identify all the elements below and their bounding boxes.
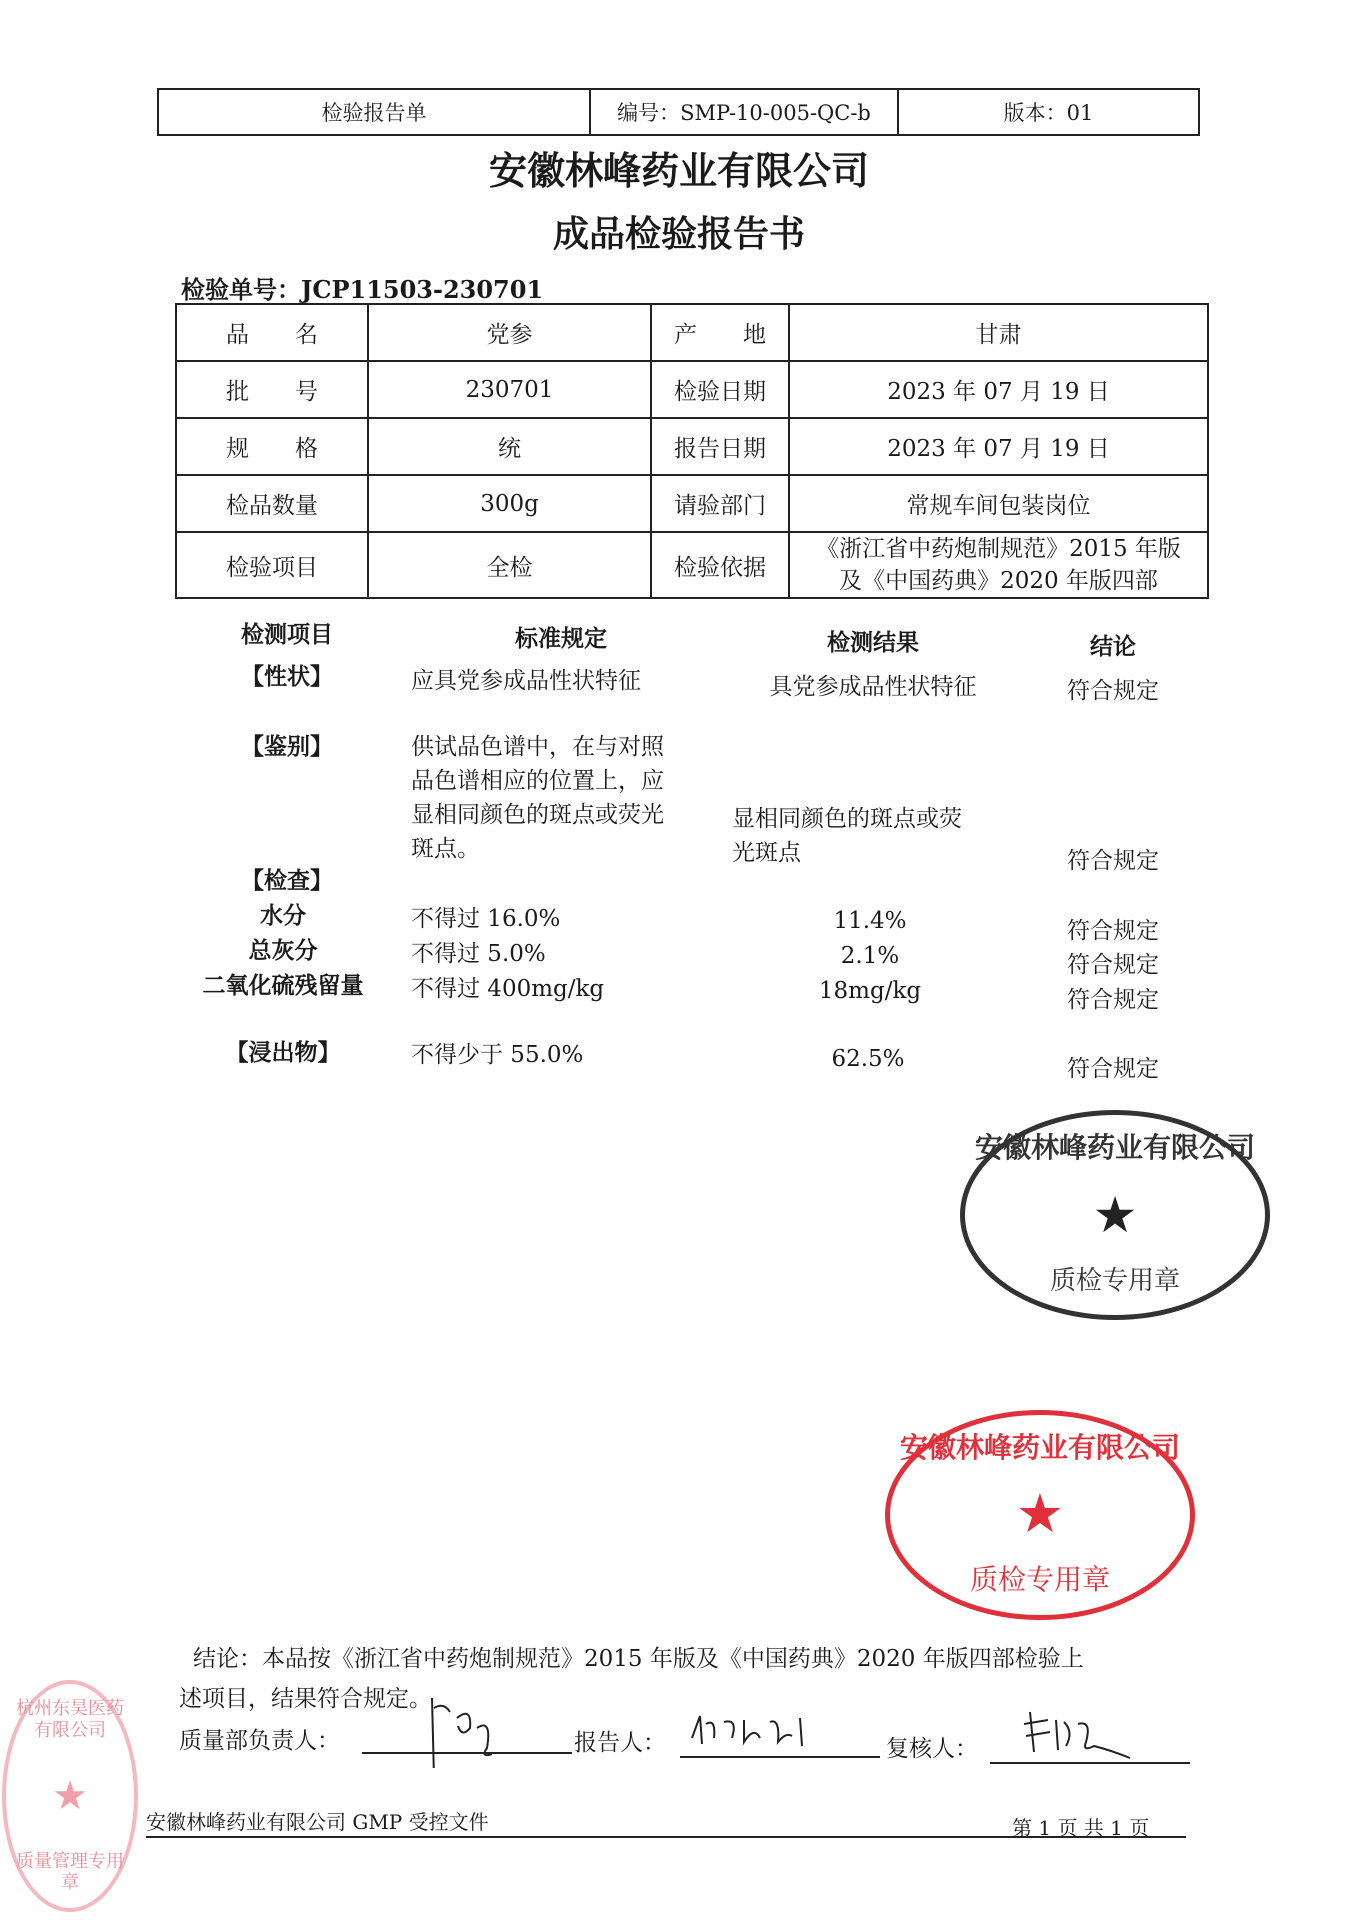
value-batch: 230701: [368, 361, 651, 418]
doc-code: 编号：SMP-10-005-QC-b: [591, 90, 899, 134]
quality-head-label: 质量部负责人：: [179, 1728, 340, 1754]
result-moisture: 11.4%: [833, 908, 907, 934]
value-report-date: 2023 年 07 月 19 日: [789, 418, 1208, 475]
item-moisture: 水分: [260, 902, 306, 929]
label-origin: 产 地: [651, 304, 789, 361]
conclusion-line-2: 述项目，结果符合规定。: [179, 1686, 432, 1712]
conclusion-so2-residue: 符合规定: [1067, 987, 1159, 1013]
header-result: 检测结果: [827, 629, 919, 656]
result-so2-residue: 18mg/kg: [818, 978, 922, 1004]
star-icon: ★: [52, 1773, 88, 1819]
basis-line-1: 《浙江省中药炮制规范》2015 年版: [816, 536, 1181, 562]
report-number: 检验单号：JCP11503-230701: [181, 275, 544, 304]
signature-icon: [680, 1708, 880, 1758]
header-conclusion: 结论: [1090, 633, 1136, 660]
standard-identification: [411, 730, 664, 866]
footer-page-number: 第 1 页 共 1 页: [1012, 1816, 1150, 1840]
label-test-date: 检验日期: [651, 361, 789, 418]
label-spec: 规 格: [176, 418, 368, 475]
line: 显相同颜色的斑点或荧光: [411, 802, 664, 828]
table-row: [176, 475, 1208, 532]
standard-so2-residue: 不得过 400mg/kg: [411, 976, 605, 1002]
seal-bottom-text: 质检专用章: [1049, 1265, 1180, 1296]
signature-icon: [990, 1702, 1190, 1762]
conclusion-extract: 符合规定: [1067, 1056, 1159, 1082]
label-quantity: 检品数量: [176, 475, 368, 532]
conclusion-appearance: 符合规定: [1067, 678, 1159, 704]
line: 品色谱相应的位置上，应: [411, 768, 664, 794]
item-extract: 【浸出物】: [225, 1039, 341, 1066]
standard-moisture: 不得过 16.0%: [411, 906, 561, 932]
header-standard: 标准规定: [515, 625, 607, 652]
signature-icon: [362, 1688, 572, 1768]
seal-bottom-text: 质检专用章: [969, 1563, 1110, 1597]
seal-ring-text: 杭州东昊医药有限公司: [16, 1698, 124, 1741]
standard-appearance: 应具党参成品性状特征: [411, 668, 641, 694]
item-inspection: 【检查】: [241, 867, 333, 894]
conclusion-total-ash: 符合规定: [1067, 952, 1159, 978]
reporter-label: 报告人：: [574, 1730, 666, 1756]
line: 斑点。: [411, 836, 480, 862]
result-identification: [732, 802, 962, 870]
footer-controlled-doc: 安徽林峰药业有限公司 GMP 受控文件: [146, 1810, 489, 1834]
standard-total-ash: 不得过 5.0%: [411, 941, 546, 967]
doc-title: 成品检验报告书: [552, 213, 805, 255]
info-table: [175, 303, 1209, 599]
faded-seal: [2, 1680, 138, 1912]
label-test-items: 检验项目: [176, 532, 368, 598]
conclusion-identification: 符合规定: [1067, 848, 1159, 874]
item-appearance: 【性状】: [241, 663, 333, 690]
company-name: 安徽林峰药业有限公司: [488, 148, 869, 193]
value-product-name: 党参: [368, 304, 651, 361]
doc-version: 版本：01: [1003, 101, 1094, 125]
value-test-date: 2023 年 07 月 19 日: [789, 361, 1208, 418]
label-department: 请验部门: [651, 475, 789, 532]
label-batch: 批 号: [176, 361, 368, 418]
result-extract: 62.5%: [831, 1046, 905, 1072]
reviewer-signature: [990, 1728, 1190, 1764]
line: 光斑点: [732, 840, 801, 866]
standard-extract: 不得少于 55.0%: [411, 1042, 584, 1068]
table-row: [176, 418, 1208, 475]
header-bar: [157, 88, 1200, 136]
line: 供试品色谱中，在与对照: [411, 734, 664, 760]
reviewer-label: 复核人：: [886, 1736, 978, 1762]
qc-seal-red: [885, 1410, 1195, 1620]
result-total-ash: 2.1%: [840, 943, 900, 969]
form-name: 检验报告单: [159, 90, 591, 134]
value-spec: 统: [368, 418, 651, 475]
footer-rule: [146, 1836, 1186, 1838]
seal-ring-text: 安徽林峰药业有限公司: [974, 1131, 1255, 1164]
table-row: [176, 304, 1208, 361]
value-basis: [789, 532, 1208, 598]
table-row: [176, 361, 1208, 418]
star-icon: ★: [1092, 1186, 1138, 1245]
value-department: 常规车间包装岗位: [789, 475, 1208, 532]
basis-line-2: 及《中国药典》2020 年版四部: [839, 568, 1158, 594]
label-basis: 检验依据: [651, 532, 789, 598]
star-icon: ★: [1015, 1482, 1065, 1545]
label-report-date: 报告日期: [651, 418, 789, 475]
result-appearance: 具党参成品性状特征: [769, 674, 977, 700]
item-total-ash: 总灰分: [248, 937, 318, 964]
item-identification: 【鉴别】: [241, 733, 333, 760]
item-so2-residue: 二氧化硫残留量: [202, 972, 364, 999]
value-origin: 甘肃: [789, 304, 1208, 361]
table-row: [176, 532, 1208, 598]
seal-ring-text: 安徽林峰药业有限公司: [899, 1431, 1180, 1464]
conclusion-line-1: 结论：本品按《浙江省中药炮制规范》2015 年版及《中国药典》2020 年版四部检验上: [193, 1646, 1084, 1672]
conclusion-moisture: 符合规定: [1067, 918, 1159, 944]
value-test-items: 全检: [368, 532, 651, 598]
value-quantity: 300g: [368, 475, 651, 532]
line: 显相同颜色的斑点或荧: [732, 806, 962, 832]
header-item: 检测项目: [241, 621, 333, 648]
quality-head-signature: [362, 1718, 572, 1754]
label-product-name: 品 名: [176, 304, 368, 361]
seal-bottom-text: 质量管理专用章: [16, 1850, 124, 1894]
reporter-signature: [680, 1722, 880, 1758]
qc-seal-gray: [960, 1110, 1270, 1320]
